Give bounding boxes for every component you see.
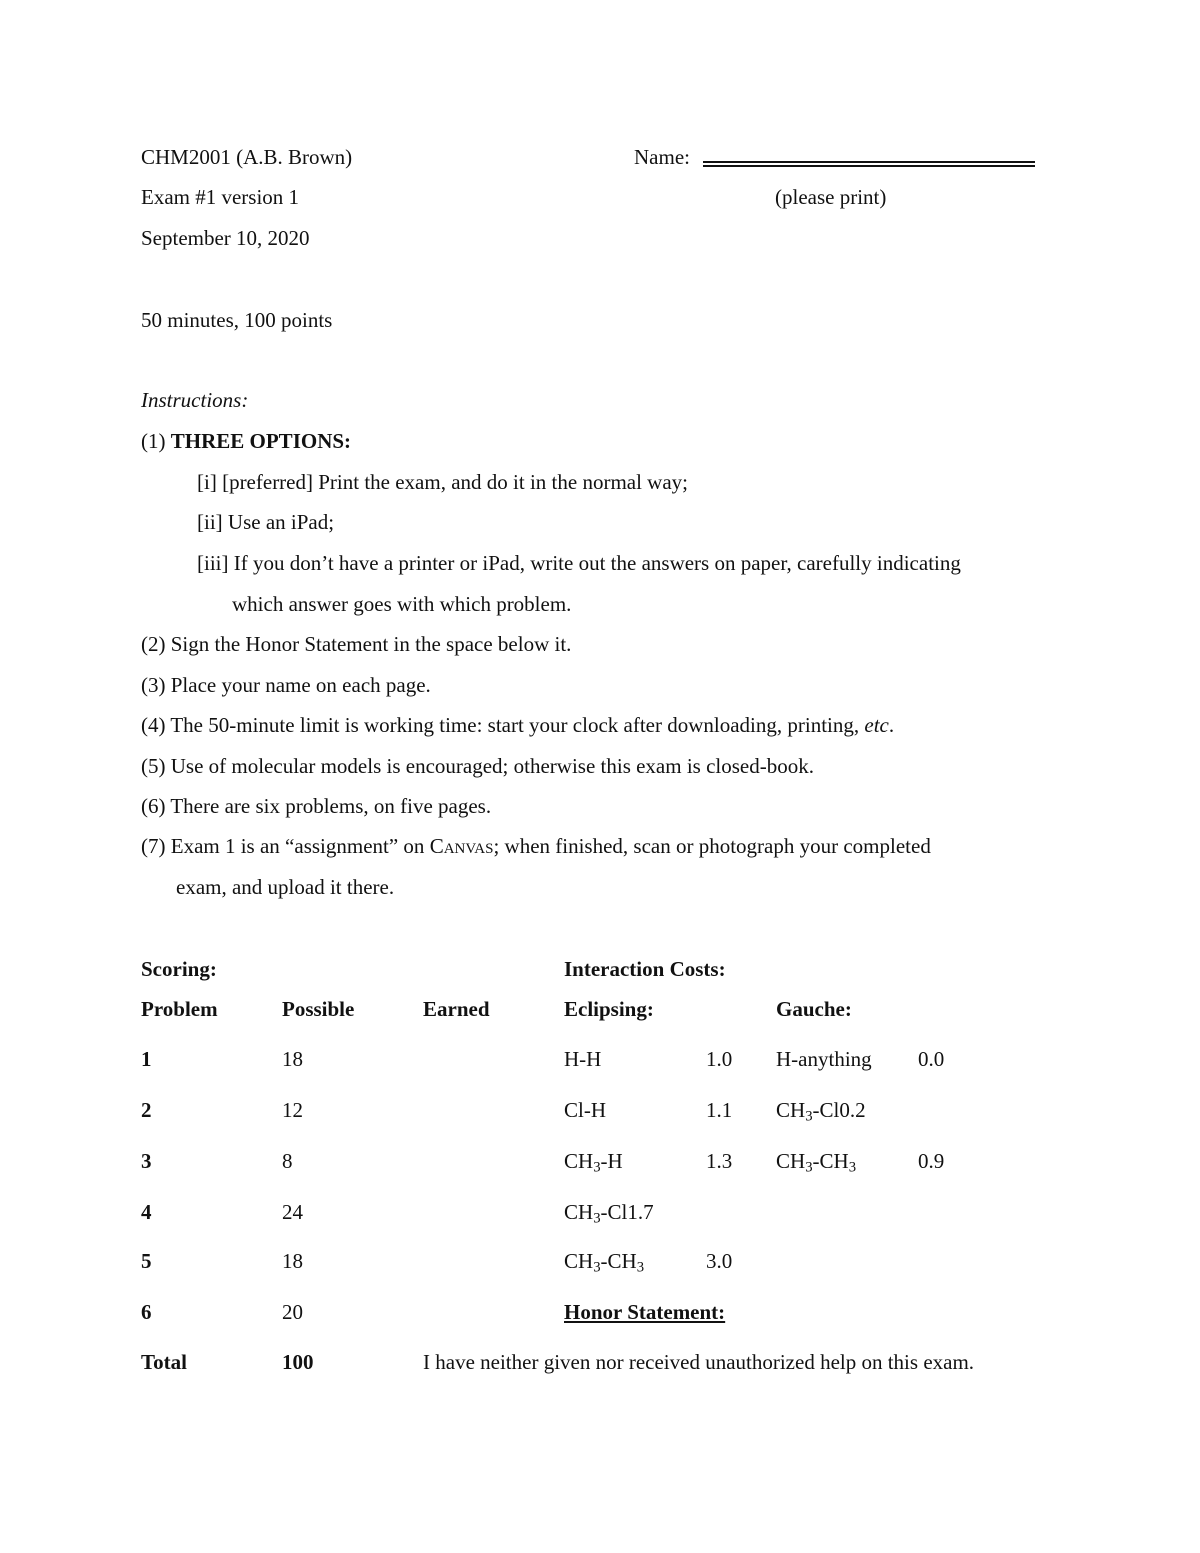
eclipsing-value-4: 1.7 (627, 1200, 654, 1224)
instruction-2: (2) Sign the Honor Statement in the space below it. (141, 632, 572, 656)
col-header-earned: Earned (423, 997, 490, 1021)
col-header-possible: Possible (282, 997, 355, 1021)
eclipsing-value-3: 1.3 (706, 1149, 733, 1173)
total-value: 100 (282, 1350, 314, 1374)
score-row-4-possible: 24 (282, 1200, 303, 1224)
instruction-4: (4) The 50-minute limit is working time: start your clock after downloading, printing, etc. (141, 713, 895, 737)
score-row-3-problem: 3 (141, 1149, 152, 1173)
gauche-pair-2: $CH_3-Cl0.2$ (776, 1098, 866, 1125)
score-row-5-possible: 18 (282, 1249, 303, 1273)
interaction-costs-title: Interaction Costs: (564, 957, 726, 981)
option-iii-cont: which answer goes with which problem. (232, 592, 572, 616)
score-row-1-possible: 18 (282, 1047, 303, 1071)
instruction-7-cont: exam, and upload it there. (176, 875, 395, 899)
eclipsing-value-1: 1.0 (706, 1047, 733, 1071)
eclipsing-pair-1: H-H (564, 1047, 602, 1071)
score-row-1-problem: 1 (141, 1047, 152, 1071)
scoring-title: Scoring: (141, 957, 217, 981)
option-ii: [ii] Use an iPad; (197, 510, 335, 534)
eclipsing-pair-3: $CH_3-H$ (564, 1149, 623, 1176)
score-row-6-possible: 20 (282, 1300, 303, 1324)
option-i: [i] [preferred] Print the exam, and do it in the normal way; (197, 470, 688, 494)
gauche-value-2: 0.2 (839, 1098, 866, 1122)
score-row-3-possible: 8 (282, 1149, 293, 1173)
gauche-value-3: 0.9 (918, 1149, 945, 1173)
eclipsing-pair-4: $CH_3-Cl1.7$ (564, 1200, 654, 1227)
instructions-title: Instructions: (141, 388, 249, 412)
honor-statement-text: I have neither given nor received unauthorized help on this exam. (423, 1350, 975, 1374)
instruction-6: (6) There are six problems, on five pages. (141, 794, 492, 818)
score-row-2-problem: 2 (141, 1098, 152, 1122)
honor-statement-title: Honor Statement: (564, 1300, 726, 1324)
instruction-3: (3) Place your name on each page. (141, 673, 431, 697)
name-field-line[interactable] (703, 161, 1035, 167)
exam-date: September 10, 2020 (141, 226, 310, 250)
eclipsing-value-5: 3.0 (706, 1249, 733, 1273)
time-points: 50 minutes, 100 points (141, 308, 333, 332)
course-title: CHM2001 (A.B. Brown) (141, 145, 353, 169)
total-label: Total (141, 1350, 187, 1374)
instruction-7: (7) Exam 1 is an “assignment” on Canvas; when finished, scan or photograph your completed (141, 834, 931, 858)
eclipsing-label: Eclipsing: (564, 997, 654, 1021)
eclipsing-pair-5: $CH_3-CH_3$ (564, 1249, 645, 1276)
score-row-5-problem: 5 (141, 1249, 152, 1273)
gauche-value-1: 0.0 (918, 1047, 945, 1071)
gauche-pair-1: H-anything (776, 1047, 872, 1071)
name-label: Name: (634, 145, 690, 169)
exam-version: Exam #1 version 1 (141, 185, 300, 209)
instruction-5: (5) Use of molecular models is encouraged; otherwise this exam is closed-book. (141, 754, 814, 778)
eclipsing-value-2: 1.1 (706, 1098, 733, 1122)
gauche-label: Gauche: (776, 997, 852, 1021)
please-print-note: (please print) (775, 185, 887, 209)
instruction-1: (1) THREE OPTIONS: (141, 429, 352, 453)
gauche-pair-3: $CH_3-CH_3$ (776, 1149, 857, 1176)
eclipsing-pair-2: Cl-H (564, 1098, 606, 1122)
option-iii: [iii] If you don’t have a printer or iPad, write out the answers on paper, carefully indicating (197, 551, 961, 575)
col-header-problem: Problem (141, 997, 218, 1021)
score-row-2-possible: 12 (282, 1098, 303, 1122)
score-row-4-problem: 4 (141, 1200, 152, 1224)
score-row-6-problem: 6 (141, 1300, 152, 1324)
